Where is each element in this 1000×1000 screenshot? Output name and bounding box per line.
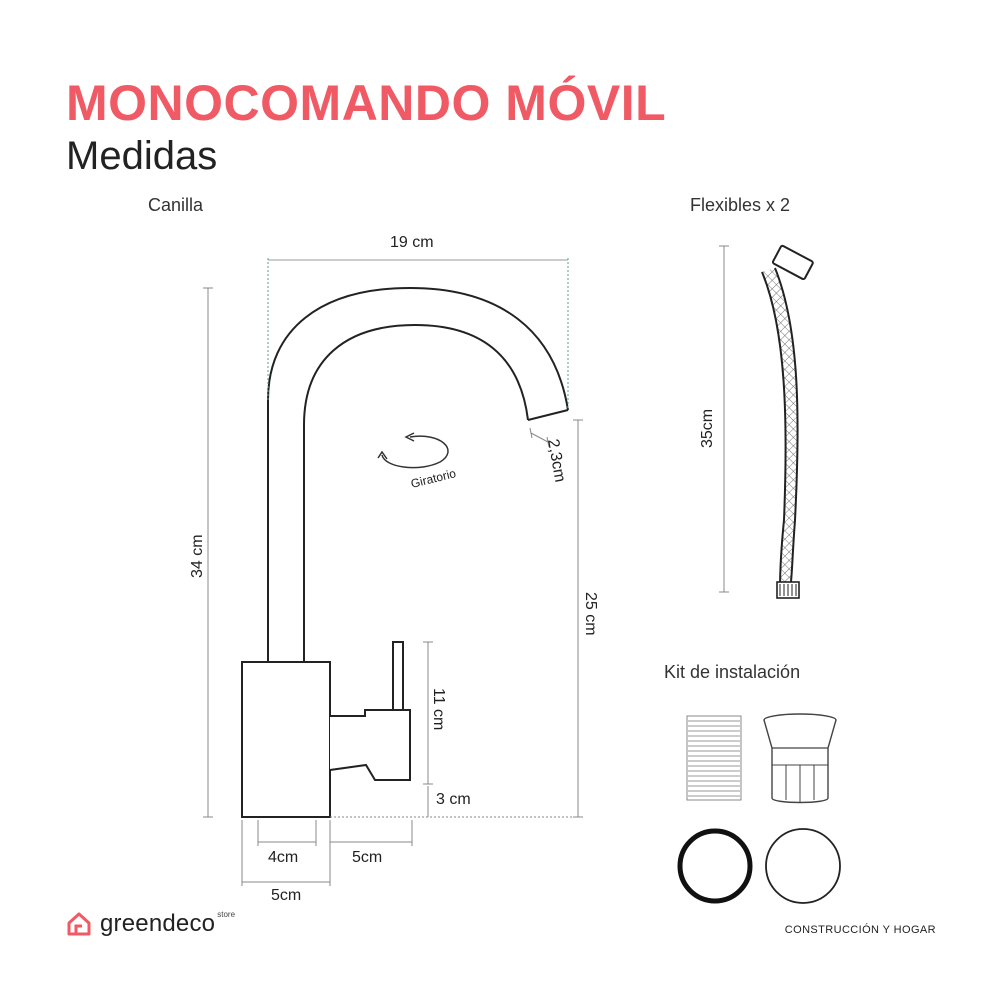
dim-spout-diameter: 2,3cm xyxy=(544,437,569,484)
page-title: MONOCOMANDO MÓVIL xyxy=(66,75,667,131)
dim-spout-height: 25 cm xyxy=(582,592,599,636)
dim-lever: 11 cm xyxy=(430,688,447,731)
dim-base-width: 5cm xyxy=(271,887,302,904)
dim-hose-length: 35cm xyxy=(699,408,716,448)
installation-kit xyxy=(680,714,840,903)
page-subtitle: Medidas xyxy=(66,134,218,178)
flexible-hose xyxy=(719,240,820,600)
dim-base-inner: 4cm xyxy=(268,849,299,866)
house-logo-icon xyxy=(66,911,92,937)
section-label-canilla: Canilla xyxy=(148,195,204,215)
dim-lever-offset: 5cm xyxy=(352,849,383,866)
brand-logo xyxy=(66,910,235,938)
section-label-flexibles: Flexibles x 2 xyxy=(690,195,791,215)
rotation-arrow-icon xyxy=(378,433,448,468)
lever-handle xyxy=(330,710,410,780)
dim-width-top: 19 cm xyxy=(390,234,434,251)
dim-base-height: 3 cm xyxy=(436,791,471,808)
brand-tagline: CONSTRUCCIÓN Y HOGAR xyxy=(784,924,936,936)
brand-name: greendeco xyxy=(100,910,216,937)
spout-tip xyxy=(528,410,568,420)
faucet-body xyxy=(242,662,330,817)
spout-inner xyxy=(304,325,528,662)
dim-height-total: 34 cm xyxy=(189,534,206,578)
section-label-kit: Kit de instalación xyxy=(664,662,801,682)
brand-superscript: store xyxy=(217,909,236,919)
dimension-lines xyxy=(268,258,568,410)
rotation-label: Giratorio xyxy=(409,466,458,491)
faucet-drawing xyxy=(242,288,568,817)
lever-stem xyxy=(393,642,403,712)
